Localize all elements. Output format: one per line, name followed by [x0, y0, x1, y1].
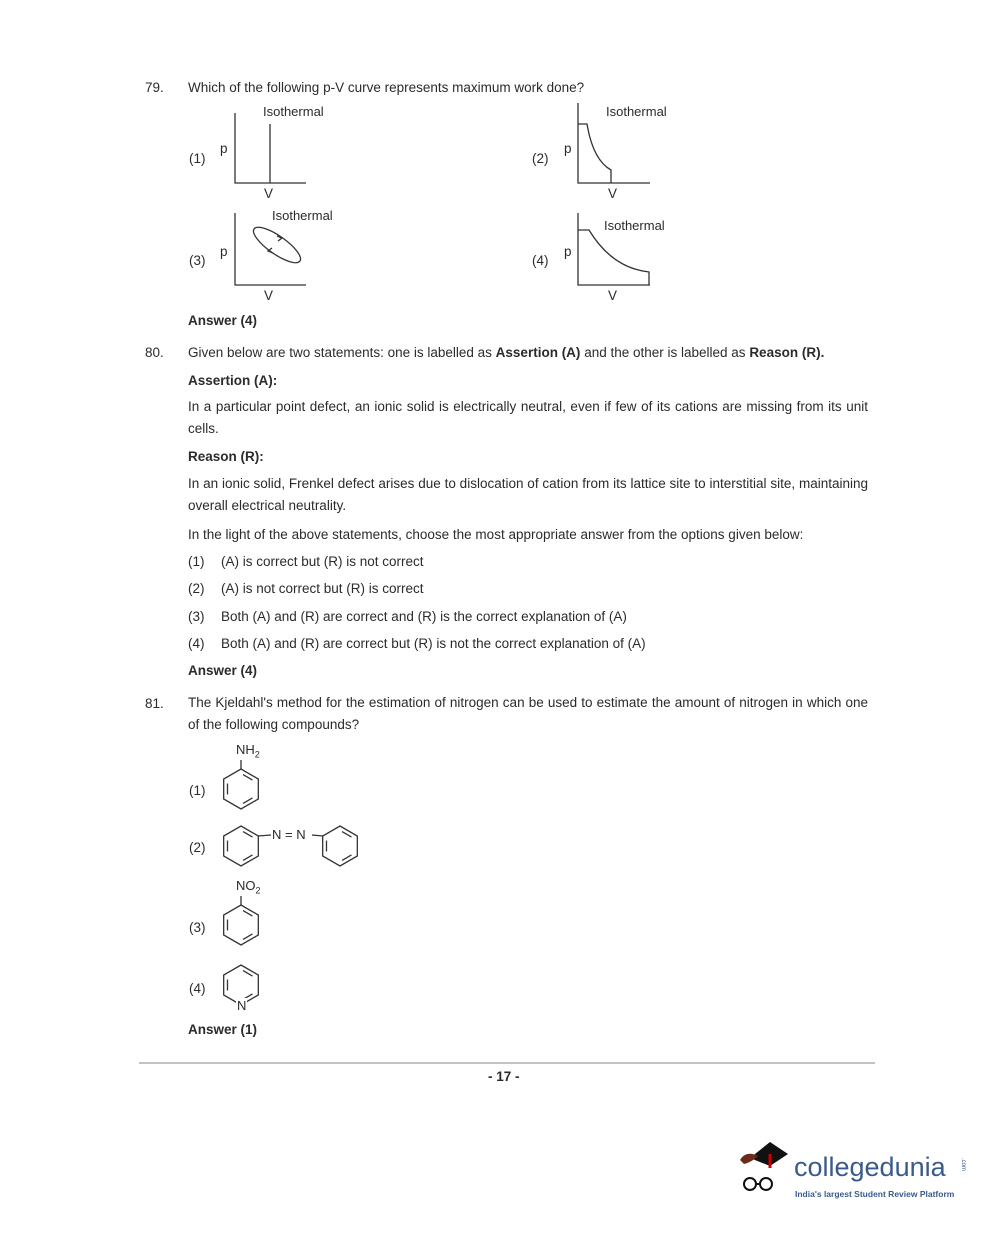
option-number: (4) — [188, 636, 205, 651]
axis-label-p: p — [220, 244, 228, 259]
text: NH — [236, 742, 255, 757]
nitrobenzene-ring — [224, 896, 259, 945]
option-number: (1) — [188, 554, 205, 569]
question-text: The Kjeldahl's method for the estimation of nitrogen can be used to estimate the amount of nitrogen in which one of the following compounds? — [188, 695, 868, 732]
axis-label-v: V — [264, 288, 274, 303]
text: Reason (R). — [749, 345, 825, 360]
assertion-heading: Assertion (A): — [188, 373, 278, 388]
graph-title: Isothermal — [263, 104, 324, 119]
axis-label-v: V — [608, 288, 618, 303]
option-label: (1) — [189, 151, 206, 166]
question-number: 81. — [145, 696, 164, 711]
answer: Answer (4) — [188, 313, 258, 328]
question-number: 79. — [145, 80, 164, 95]
question-number: 80. — [145, 345, 164, 360]
nh2-label — [236, 742, 260, 763]
azo-label: N = N — [272, 827, 306, 842]
axis-label-p: p — [220, 141, 228, 156]
axis-label-v: V — [608, 186, 618, 201]
axis-label-v: V — [264, 186, 274, 201]
option-label: (2) — [532, 151, 549, 166]
benzene-ring — [224, 826, 271, 866]
reason-text: In an ionic solid, Frenkel defect arises due to dislocation of cation from its lattice site to interstitial site, maintaining overall electrical neutrality. — [188, 476, 868, 513]
logo-tagline: India's largest Student Review Platform — [795, 1189, 955, 1199]
text: NO — [236, 878, 256, 893]
graph-title: Isothermal — [604, 218, 665, 233]
aniline-ring — [224, 760, 259, 809]
option-label: (1) — [189, 783, 206, 798]
logo-name: collegedunia — [794, 1152, 946, 1182]
option-label: (2) — [189, 840, 206, 855]
graph-1 — [235, 113, 306, 183]
reason-heading: Reason (R): — [188, 449, 264, 464]
option-label: (4) — [189, 981, 206, 996]
option-text: Both (A) and (R) are correct but (R) is not the correct explanation of (A) — [221, 636, 646, 651]
benzene-ring — [312, 826, 357, 866]
assertion-text: In a particular point defect, an ionic solid is electrically neutral, even if few of its cations are missing from its unit cells. — [188, 399, 868, 436]
page-number: - 17 - — [488, 1069, 520, 1084]
answer: Answer (4) — [188, 663, 258, 678]
no2-label — [236, 878, 261, 899]
collegedunia-logo — [736, 1138, 966, 1208]
graph-title: Isothermal — [272, 208, 333, 223]
option-text: (A) is correct but (R) is not correct — [221, 554, 424, 569]
logo-tld: .com — [960, 1158, 966, 1172]
axis-label-p: p — [564, 244, 572, 259]
text: Assertion (A) — [495, 345, 581, 360]
option-label: (3) — [189, 253, 206, 268]
text: Given below are two statements: one is labelled as — [188, 345, 496, 360]
question-text: Which of the following p-V curve represents maximum work done? — [188, 80, 585, 95]
axis-label-p: p — [564, 141, 572, 156]
option-text: Both (A) and (R) are correct and (R) is the correct explanation of (A) — [221, 609, 627, 624]
mascot-icon — [736, 1138, 796, 1208]
option-number: (3) — [188, 609, 205, 624]
subscript: 2 — [254, 749, 260, 760]
option-label: (4) — [532, 253, 549, 268]
graph-title: Isothermal — [606, 104, 667, 119]
subscript: 2 — [255, 885, 261, 896]
text: and the other is labelled as — [580, 345, 750, 360]
question-text — [188, 345, 824, 361]
answer: Answer (1) — [188, 1022, 258, 1037]
pyridine-n: N — [237, 998, 247, 1013]
option-number: (2) — [188, 581, 205, 596]
option-text: (A) is not correct but (R) is correct — [221, 581, 424, 596]
option-label: (3) — [189, 920, 206, 935]
prompt: In the light of the above statements, choose the most appropriate answer from the options given below: — [188, 527, 804, 542]
